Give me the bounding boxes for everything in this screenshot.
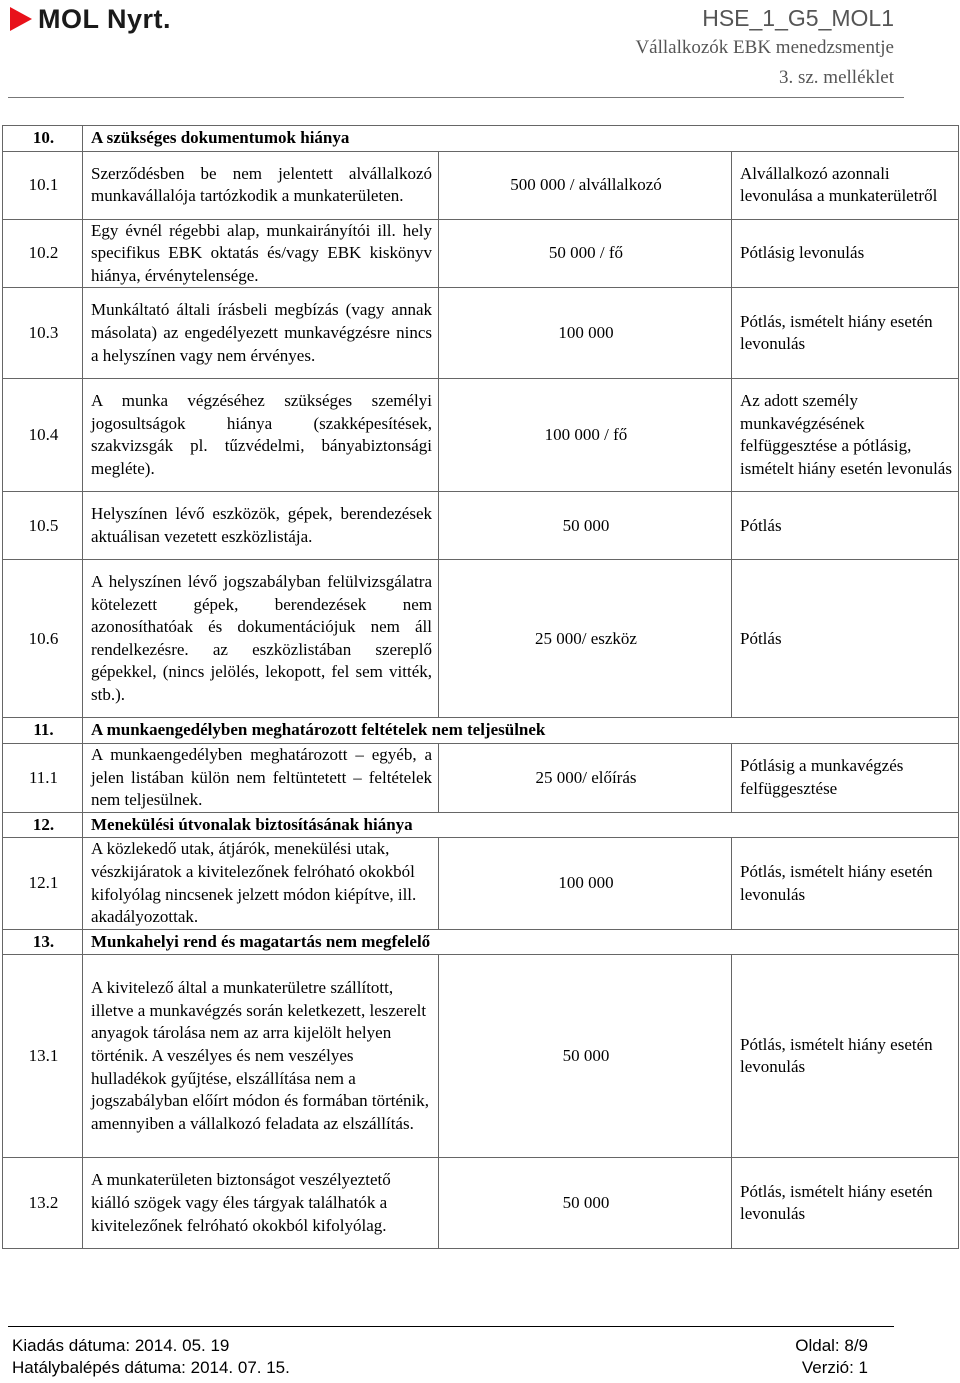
section-number: 10. (3, 126, 83, 152)
table-row (3, 288, 959, 379)
document-id: HSE_1_G5_MOL1 (702, 5, 894, 31)
table-row (3, 151, 959, 219)
item-consequence: Pótlásig levonulás (732, 219, 959, 288)
item-number: 10.6 (3, 560, 83, 718)
item-penalty-amount: 100 000 (439, 288, 732, 379)
item-number: 10.2 (3, 219, 83, 288)
item-description: A közlekedő utak, átjárók, menekülési utak, vészkijáratok a kivitelezőnek felróható okokból kifolyólag nincsenek jelzett módon kiépítve, ill. akadályozottak. (83, 838, 439, 929)
item-penalty-amount: 50 000 (439, 1158, 732, 1249)
table-row (3, 838, 959, 929)
section-number: 11. (3, 718, 83, 744)
item-consequence: Pótlás, ismételt hiány esetén levonulás (732, 1158, 959, 1249)
item-description: A munkaterületen biztonságot veszélyeztető kiálló szögek vagy éles tárgyak találhatók a kivitelezőnek felróható okokból kifolyólag. (83, 1158, 439, 1249)
item-consequence: Pótlásig a munkavégzés felfüggesztése (732, 743, 959, 812)
item-number: 11.1 (3, 743, 83, 812)
item-penalty-amount: 25 000/ eszköz (439, 560, 732, 718)
section-title: A szükséges dokumentumok hiánya (83, 126, 959, 152)
item-number: 12.1 (3, 838, 83, 929)
section-number: 13. (3, 929, 83, 955)
table-row (3, 219, 959, 288)
footer-divider (8, 1326, 894, 1327)
section-title: Menekülési útvonalak biztosításának hiánya (83, 812, 959, 838)
item-description: A helyszínen lévő jogszabályban felülvizsgálatra kötelezett gépek, berendezések nem azonosíthatóak és dokumentációjuk nem áll rendelkezésre. az eszközlistában szereplő gépekkel, (nincs jelölés, lekopott, fel sem vitték, stb.). (83, 560, 439, 718)
document-title: Vállalkozók EBK menedzsmentje (635, 37, 894, 58)
version-number: Verzió: 1 (801, 1358, 868, 1377)
item-penalty-amount: 500 000 / alvállalkozó (439, 151, 732, 219)
item-consequence: Pótlás (732, 492, 959, 560)
section-row (3, 126, 959, 152)
section-row (3, 812, 959, 838)
table-row (3, 379, 959, 492)
section-title: Munkahelyi rend és magatartás nem megfelelő (83, 929, 959, 955)
section-number: 12. (3, 812, 83, 838)
item-number: 13.2 (3, 1158, 83, 1249)
footer-page-info (795, 1335, 868, 1379)
item-consequence: Az adott személy munkavégzésének felfüggesztése a pótlásig, ismételt hiány esetén levonulás (732, 379, 959, 492)
item-consequence: Pótlás, ismételt hiány esetén levonulás (732, 838, 959, 929)
company-name: MOL Nyrt. (38, 3, 172, 34)
table-row (3, 492, 959, 560)
issue-date: Kiadás dátuma: 2014. 05. 19 (12, 1336, 230, 1355)
item-number: 10.5 (3, 492, 83, 560)
company-logo (10, 2, 171, 36)
item-description: Munkáltató általi írásbeli megbízás (vagy annak másolata) az engedélyezett munkavégzésre nincs a helyszínen vagy nem érvényes. (83, 288, 439, 379)
item-penalty-amount: 25 000/ előírás (439, 743, 732, 812)
item-penalty-amount: 100 000 (439, 838, 732, 929)
item-number: 10.4 (3, 379, 83, 492)
section-row (3, 718, 959, 744)
item-consequence: Alvállalkozó azonnali levonulása a munkaterületről (732, 151, 959, 219)
item-penalty-amount: 50 000 (439, 955, 732, 1158)
item-penalty-amount: 50 000 / fő (439, 219, 732, 288)
item-number: 13.1 (3, 955, 83, 1158)
item-description: A munkaengedélyben meghatározott – egyéb, a jelen listában külön nem feltüntetett – feltételek nem teljesülnek. (83, 743, 439, 812)
header-divider (8, 97, 904, 98)
item-description: Szerződésben be nem jelentett alvállalkozó munkavállalója tartózkodik a munkaterületen. (83, 151, 439, 219)
item-penalty-amount: 100 000 / fő (439, 379, 732, 492)
penalty-table (2, 125, 959, 1249)
section-title: A munkaengedélyben meghatározott feltételek nem teljesülnek (83, 718, 959, 744)
item-consequence: Pótlás (732, 560, 959, 718)
item-description: Helyszínen lévő eszközök, gépek, berendezések aktuálisan vezetett eszközlistája. (83, 492, 439, 560)
table-row (3, 955, 959, 1158)
item-penalty-amount: 50 000 (439, 492, 732, 560)
footer-dates (12, 1335, 290, 1379)
page-number: Oldal: 8/9 (795, 1336, 868, 1355)
annex-label: 3. sz. melléklet (778, 67, 894, 88)
item-consequence: Pótlás, ismételt hiány esetén levonulás (732, 955, 959, 1158)
section-row (3, 929, 959, 955)
item-number: 10.3 (3, 288, 83, 379)
item-description: A kivitelező által a munkaterületre szállított, illetve a munkavégzés során keletkezett, leszerelt anyagok tárolása nem az arra kijelölt helyen történik. A veszélyes és nem veszélyes hulladékok gyűjtése, elszállítása nem a jogszabályban előírt módon és formában történik, amennyiben a vállalkozó feladata az elszállítás. (83, 955, 439, 1158)
table-row (3, 743, 959, 812)
item-consequence: Pótlás, ismételt hiány esetén levonulás (732, 288, 959, 379)
logo-triangle-icon (10, 7, 32, 31)
item-description: A munka végzéséhez szükséges személyi jogosultságok hiánya (szakképesítések, szakvizsgák pl. tűzvédelmi, bányabiztonsági megléte). (83, 379, 439, 492)
item-description: Egy évnél régebbi alap, munkairányítói ill. hely specifikus EBK oktatás és/vagy EBK kiskönyv hiánya, érvénytelensége. (83, 219, 439, 288)
effective-date: Hatálybalépés dátuma: 2014. 07. 15. (12, 1358, 290, 1377)
table-row (3, 560, 959, 718)
item-number: 10.1 (3, 151, 83, 219)
table-row (3, 1158, 959, 1249)
document-header (635, 0, 894, 93)
